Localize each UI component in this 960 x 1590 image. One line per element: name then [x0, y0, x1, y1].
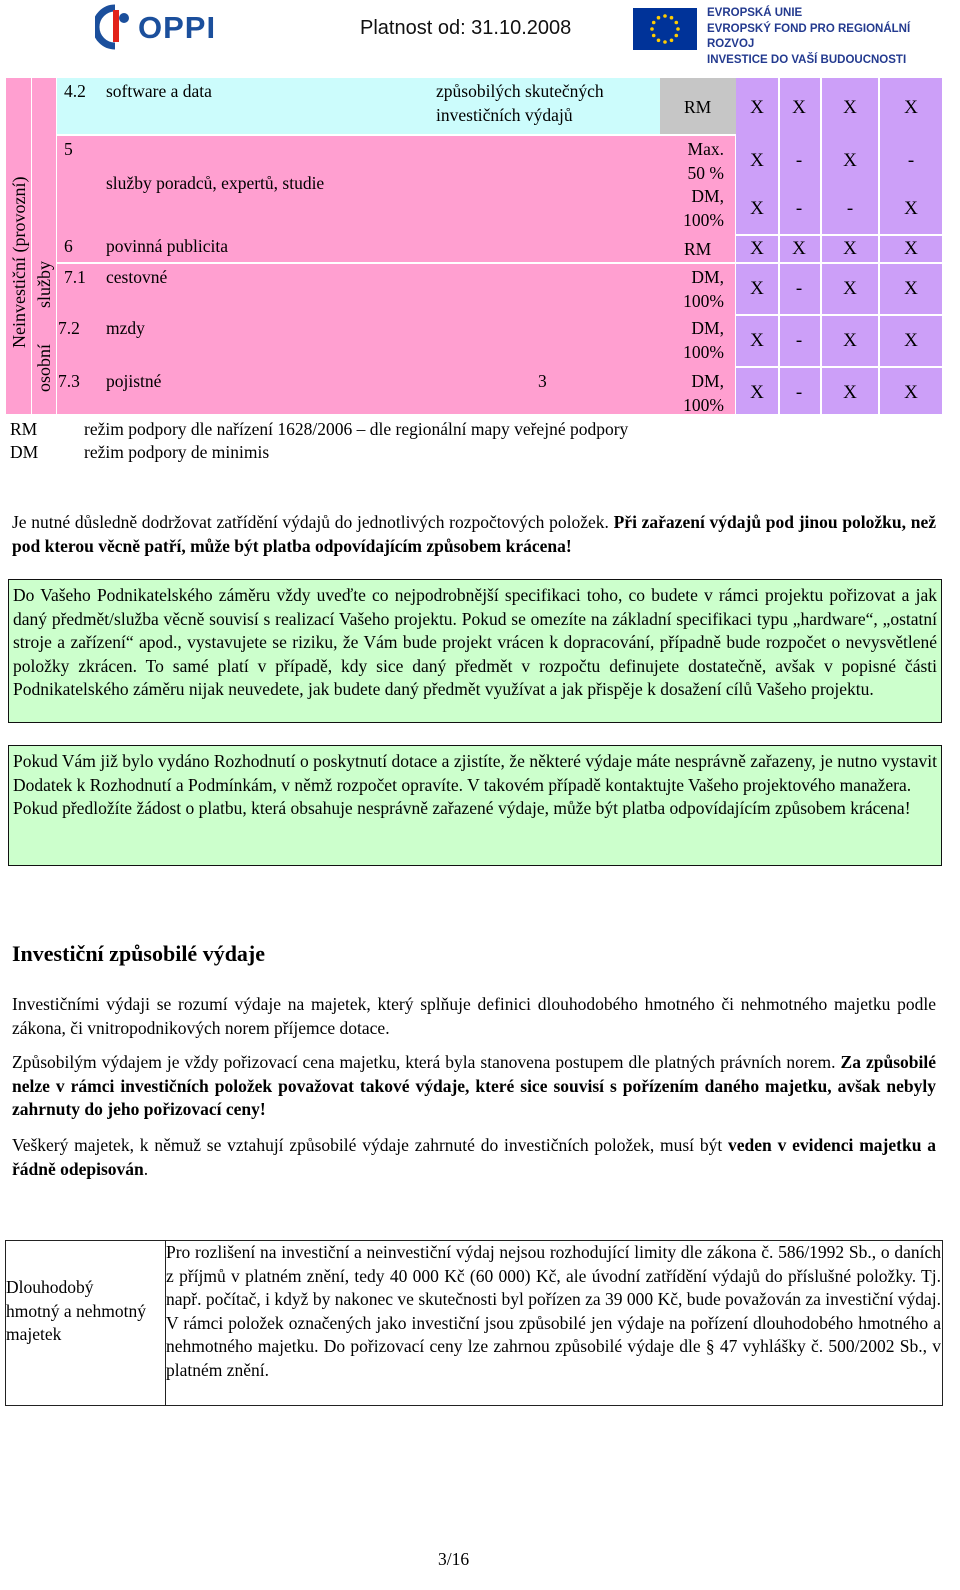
- row-type-1: Max. 50 %: [687, 139, 724, 183]
- row-extra: způsobilých skutečných investičních výdajů: [436, 81, 604, 125]
- mark: X: [843, 150, 857, 171]
- page-number: 3/16: [438, 1549, 470, 1569]
- row-type: DM, 100%: [683, 267, 724, 311]
- eu-flag-icon: [633, 8, 697, 50]
- mark: X: [904, 382, 918, 403]
- info-box-specification: [8, 579, 942, 723]
- row-type: DM, 100%: [683, 318, 724, 362]
- row-num: 6: [64, 236, 73, 256]
- mark: X: [750, 238, 764, 259]
- mark: X: [843, 97, 857, 118]
- info-box-p2: Pokud předložíte žádost o platbu, která obsahuje nesprávně zařazené výdaje, může být platba odpovídajícím způsobem krácena!: [13, 798, 911, 818]
- mark: X: [904, 238, 918, 259]
- row-type: RM: [684, 97, 712, 117]
- section-p2-text: Způsobilým výdajem je vždy pořizovací cena majetku, která byla stanovena postupem dle platných právních norem.: [12, 1052, 841, 1072]
- asset-label: Dlouhodobý hmotný a nehmotný majetek: [6, 1277, 146, 1344]
- legend-text: režim podpory dle nařízení 1628/2006 – dle regionální mapy veřejné podpory: [84, 419, 629, 439]
- mark: X: [904, 330, 918, 351]
- row-type-2: DM, 100%: [683, 186, 724, 230]
- mark: X: [904, 198, 918, 219]
- eu-line-1: EVROPSKÁ UNIE: [707, 7, 803, 19]
- legend-text: režim podpory de minimis: [84, 442, 270, 462]
- row-name: pojistné: [106, 371, 162, 391]
- mark: -: [795, 198, 803, 219]
- vertical-label-sub: osobní: [34, 343, 54, 392]
- row-name: mzdy: [106, 318, 145, 338]
- section-p3-end: .: [143, 1158, 149, 1179]
- mark: -: [846, 198, 854, 219]
- mark: X: [750, 278, 764, 299]
- validity-date: Platnost od: 31.10.2008: [360, 17, 572, 39]
- eu-line-2: EVROPSKÝ FOND PRO REGIONÁLNÍ ROZVOJ: [707, 22, 911, 50]
- mark: X: [843, 238, 857, 259]
- section-p3-text: Veškerý majetek, k němuž se vztahují způsobilé výdaje zahrnuté do investičních položek, musí být: [12, 1135, 729, 1155]
- mark: X: [750, 97, 764, 118]
- eu-line-3: INVESTICE DO VAŠÍ BUDOUCNOSTI: [707, 53, 907, 66]
- info-box-text: Do Vašeho Podnikatelského záměru vždy uveďte co nejpodrobnější specifikaci toho, co budete v rámci projektu pořizovat a jak daný předmět/služba věcně souvisí s realizací Vašeho projektu. Pokud se omezíte na základní specifikaci typu „hardware“, „ostatní stroje a zařízení“ apod., vystavujete se riziku, že Vám bude projekt vrácen k dopracování, případně bude rozpočet o nevysvětlené položky zkrácen. To samé platí v případě, kdy sice daný předmět v rozpočtu definujete dostatečně, avšak v popisné části Podnikatelského záměru nijak neuvedete, jak budete daný předmět využívat a jak přispěje k dosažení cílů Vašeho projektu.: [13, 585, 937, 699]
- mark: X: [843, 330, 857, 351]
- row-extra: 3: [538, 371, 547, 391]
- notice-bold: Při zařazení výdajů pod jinou položku, než pod kterou věcně patří, může být platba odpovídajícím způsobem krácena!: [12, 512, 936, 556]
- section-p2-bold: Za způsobilé nelze v rámci investičních položek považovat takové výdaje, které sice souvisí s pořízením daného majetku, avšak nebyly zahrnuty do jeho pořizovací ceny!: [12, 1052, 936, 1119]
- section-paragraph-2: [12, 1051, 936, 1122]
- mark: X: [750, 150, 764, 171]
- mark: X: [904, 278, 918, 299]
- logo-text: OPPI: [138, 10, 217, 45]
- row-name: služby poradců, expertů, studie: [106, 173, 325, 193]
- mark: -: [795, 382, 803, 403]
- oppi-logo-icon: [95, 4, 137, 55]
- mark: X: [843, 278, 857, 299]
- mark: -: [795, 150, 803, 171]
- vertical-label-sub2: služby: [34, 261, 54, 308]
- mark: X: [750, 198, 764, 219]
- info-box-p1: Pokud Vám již bylo vydáno Rozhodnutí o poskytnutí dotace a zjistíte, že některé výdaje máte nesprávně zařazeny, je nutno vystavit Dodatek k Rozhodnutí a Podmínkám, v němž rozpočet opravíte. V takovém případě kontaktujte Vašeho projektového manažera.: [13, 751, 937, 795]
- mark: X: [904, 97, 918, 118]
- row-type: RM: [684, 239, 712, 259]
- mark: -: [795, 330, 803, 351]
- section-title: Investiční způsobilé výdaje: [12, 941, 266, 966]
- row-type: DM, 100%: [683, 371, 724, 415]
- row-num: 5: [64, 139, 73, 159]
- section-p3-bold: veden v evidenci majetku a řádně odepisován: [12, 1135, 936, 1179]
- mark: X: [792, 238, 806, 259]
- info-box-decision: [8, 745, 942, 866]
- asset-text: Pro rozlišení na investiční a neinvestiční výdaj nejsou rozhodující limity dle zákona č. 586/1992 Sb., o daních z příjmů v platném znění, tedy 40 000 Kč (60 000) Kč, ale úvodní zatřídění výdajů do příslušné položky. Tj. např. počítač, i když by nakonec ve skutečnosti byl pořízen za 39 000 Kč, bude považován za investiční výdaj. V rámci položek označených jako investiční jsou způsobilé jen výdaje na pořízení dlouhodobého hmotného a nehmotného majetku. Do pořizovací ceny lze zahrnou způsobilé výdaje dle § 47 vyhlášky č. 500/2002 Sb., v platném znění.: [166, 1242, 941, 1380]
- row-name: cestovné: [106, 267, 168, 287]
- notice-text: Je nutné důsledně dodržovat zatřídění výdajů do jednotlivých rozpočtových položek.: [12, 512, 614, 532]
- row-name: software a data: [106, 81, 212, 101]
- row-name: povinná publicita: [106, 236, 228, 256]
- eu-text: [707, 6, 960, 68]
- vertical-label-outer: Neinvestiční (provozní): [9, 176, 29, 348]
- legend-code: RM: [10, 419, 38, 439]
- mark: -: [795, 278, 803, 299]
- mark: X: [750, 382, 764, 403]
- mark: X: [750, 330, 764, 351]
- mark: X: [792, 97, 806, 118]
- row-num: 4.2: [64, 81, 86, 101]
- mark: -: [907, 150, 915, 171]
- row-num: 7.3: [58, 371, 80, 391]
- row-num: 7.2: [58, 318, 80, 338]
- legend-code: DM: [10, 442, 39, 462]
- section-paragraph-1: Investičními výdaji se rozumí výdaje na majetek, který splňuje definici dlouhodobého hmotného či nehmotného majetku podle zákona, či vnitropodnikových norem příjemce dotace.: [12, 994, 936, 1038]
- notice-paragraph: [12, 511, 936, 558]
- section-paragraph-3: [12, 1134, 936, 1181]
- mark: X: [843, 382, 857, 403]
- row-num: 7.1: [64, 267, 86, 287]
